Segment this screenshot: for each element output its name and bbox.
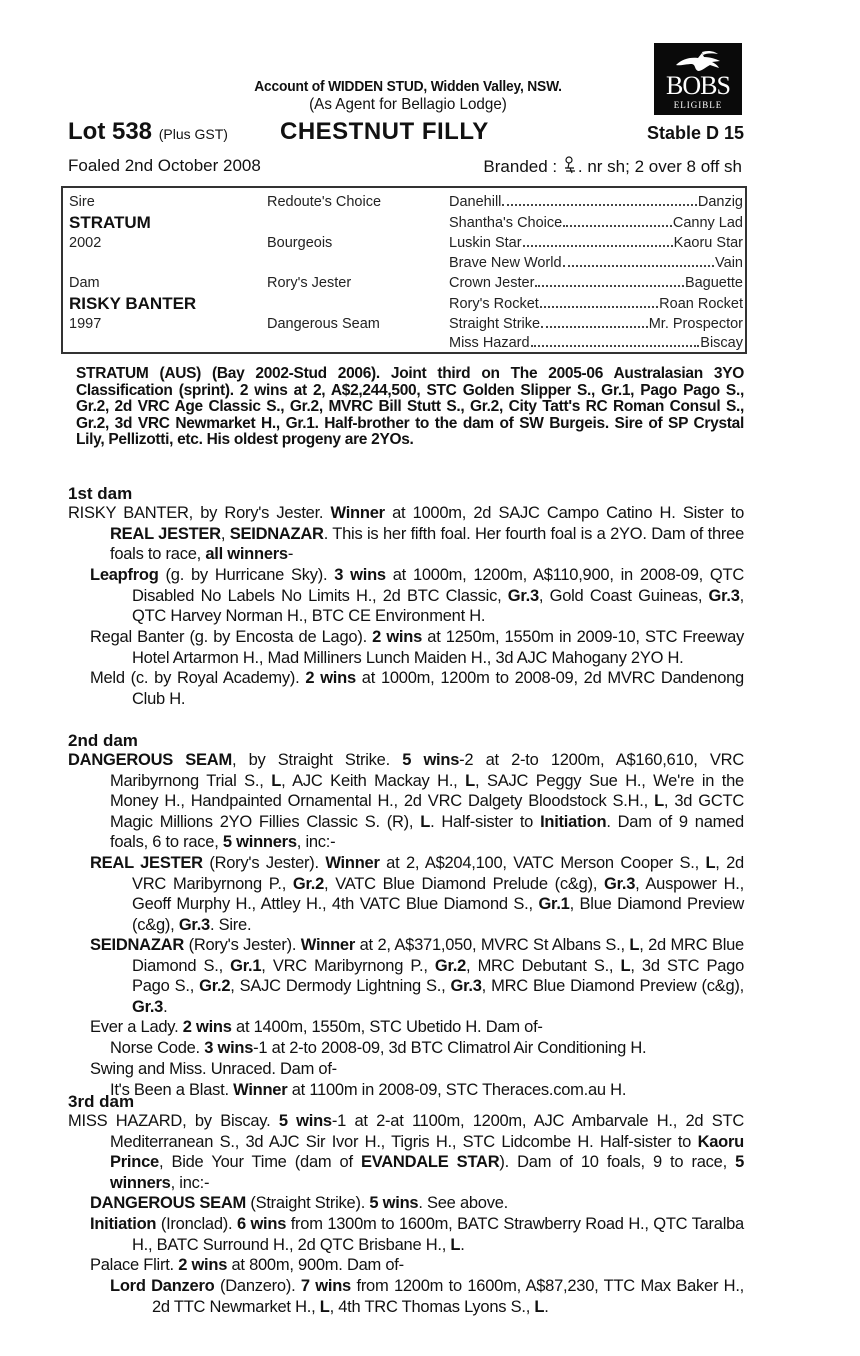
dam-label: Dam bbox=[69, 275, 100, 291]
section-heading-third-dam: 3rd dam bbox=[68, 1092, 135, 1111]
sire-name: STRATUM bbox=[69, 213, 151, 232]
horse-head-icon bbox=[672, 49, 724, 73]
progeny-entry: It's Been a Blast. Winner at 1100m in 2008-09, STC Theraces.com.au H. bbox=[110, 1081, 627, 1099]
progeny-entry: Palace Flirt. 2 wins at 800m, 900m. Dam of- bbox=[90, 1256, 404, 1274]
progeny-entry: SEIDNAZAR (Rory's Jester). Winner at 2, A$371,050, MVRC St Albans S., L, 2d MRC Blue Diamond S., Gr.1, VRC Maribyrnong P., Gr.2, MRC Debutant S., L, 3d STC Pago Pago S., Gr.2, SAJC Dermody Lightning S., Gr.3, MRC Blue Diamond Preview (c&g), Gr.3. bbox=[90, 936, 745, 1016]
progeny-entry: Swing and Miss. Unraced. Dam of- bbox=[90, 1060, 337, 1078]
dam-name: RISKY BANTER bbox=[69, 294, 197, 313]
third-gen-row: Rory's Rocket Roan Rocket bbox=[449, 296, 743, 312]
agent-note: (As Agent for Bellagio Lodge) bbox=[309, 96, 507, 113]
sire-summary: STRATUM (AUS) (Bay 2002-Stud 2006). Joint third on The 2005-06 Australasian 3YO Classification (sprint). 2 wins at 2, A$2,244,500, STC Golden Slipper S., Gr.1, Pago Pago S., Gr.2, 2d VRC Age Classic S., Gr.2, MVRC Bill Stutt S., Gr.2, City Tatt's RC Roman Consul S., Gr.2, 3d VRC Newmarket H., Gr.1. Half-brother to the dam of SW Burgeis. Sire of SP Crystal Lily, Pellizotti, etc. His oldest progeny are 2YOs. bbox=[76, 365, 744, 448]
bobs-eligible-logo bbox=[654, 43, 742, 115]
pedigree-table bbox=[61, 186, 747, 354]
progeny-entry: Initiation (Ironclad). 6 wins from 1300m to 1600m, BATC Strawberry Road H., QTC Taralba H., BATC Surround H., 2d QTC Brisbane H., L. bbox=[90, 1215, 744, 1254]
third-gen-row: Crown Jester Baguette bbox=[449, 275, 743, 291]
vendor-account: Account of WIDDEN STUD, Widden Valley, NSW. bbox=[254, 78, 562, 95]
progeny-entry: Regal Banter (g. by Encosta de Lago). 2 wins at 1250m, 1550m in 2009-10, STC Freeway Hotel Artarmon H., Mad Milliners Lunch Maiden H., 3d AJC Mahogany 2YO H. bbox=[90, 628, 744, 667]
progeny-entry: Norse Code. 3 wins-1 at 2-to 2008-09, 3d BTC Climatrol Air Conditioning H. bbox=[110, 1039, 647, 1057]
brand-mark-icon bbox=[562, 156, 578, 174]
logo-eligible-text: ELIGIBLE bbox=[673, 100, 723, 110]
third-gen-row: Miss Hazard Biscay bbox=[449, 335, 743, 351]
foaled-date: Foaled 2nd October 2008 bbox=[68, 156, 261, 175]
dam-sire: Rory's Jester bbox=[267, 275, 352, 291]
section-heading-second-dam: 2nd dam bbox=[68, 731, 138, 750]
progeny-entry: Lord Danzero (Danzero). 7 wins from 1200m to 1600m, A$87,230, TTC Max Baker H., 2d TTC Newmarket H., L, 4th TRC Thomas Lyons S., L. bbox=[110, 1277, 745, 1316]
gst-note: (Plus GST) bbox=[158, 126, 228, 142]
third-gen-row: Luskin Star Kaoru Star bbox=[449, 235, 743, 251]
progeny-entry: MISS HAZARD, by Biscay. 5 wins-1 at 2-at 1100m, 1200m, AJC Ambarvale H., 2d STC Mediterranean S., 3d AJC Sir Ivor H., Tigris H., STC Lidcombe H. Half-sister to Kaoru Prince, Bide Your Time (dam of EVANDALE STAR). Dam of 10 foals, 9 to race, 5 winners, inc:- bbox=[68, 1112, 745, 1192]
progeny-entry: Meld (c. by Royal Academy). 2 wins at 1000m, 1200m to 2008-09, 2d MVRC Dandenong Club H. bbox=[90, 669, 744, 708]
horse-title: CHESTNUT FILLY bbox=[280, 118, 489, 145]
third-gen-row: Brave New World Vain bbox=[449, 255, 743, 271]
sire-year: 2002 bbox=[69, 235, 102, 251]
lot-header bbox=[68, 118, 744, 150]
logo-bobs-text: BOBS bbox=[666, 71, 730, 100]
brand-info: Branded : . nr sh; 2 over 8 off sh bbox=[483, 157, 742, 176]
sire-sire: Redoute's Choice bbox=[267, 194, 382, 210]
progeny-entry: Ever a Lady. 2 wins at 1400m, 1550m, STC Ubetido H. Dam of- bbox=[90, 1018, 543, 1036]
sire-label: Sire bbox=[69, 194, 95, 210]
progeny-entry: REAL JESTER (Rory's Jester). Winner at 2, A$204,100, VATC Merson Cooper S., L, 2d VRC Maribyrnong P., Gr.2, VATC Blue Diamond Prelude (c&g), Gr.3, Auspower H., Geoff Murphy H., Attley H., 4th VATC Blue Diamond S., Gr.1, Blue Diamond Preview (c&g), Gr.3. Sire. bbox=[90, 854, 744, 934]
sire-dam: Bourgeois bbox=[267, 235, 333, 251]
dam-dam: Dangerous Seam bbox=[267, 316, 380, 332]
progeny-entry: Leapfrog (g. by Hurricane Sky). 3 wins at 1000m, 1200m, A$110,900, in 2008-09, QTC Disabled No Labels No Limits H., 2d BTC Classic, Gr.3, Gold Coast Guineas, Gr.3, QTC Harvey Norman H., BTC CE Environment H. bbox=[90, 566, 744, 625]
third-gen-row: Shantha's Choice Canny Lad bbox=[449, 215, 743, 231]
stable-number: Stable D 15 bbox=[646, 123, 744, 143]
progeny-entry: DANGEROUS SEAM, by Straight Strike. 5 wins-2 at 2-to 1200m, A$160,610, VRC Maribyrnong Trial S., L, AJC Keith Mackay H., L, SAJC Peggy Sue H., We're in the Money H., Handpainted Ornamental H., 2d VRC Dalgety Bloodstock S.H., L, 3d GCTC Magic Millions 2YO Fillies Classic S. (R), L. Half-sister to Initiation. Dam of 9 named foals, 6 to race, 5 winners, inc:- bbox=[68, 751, 745, 851]
third-gen-row: Danehill Danzig bbox=[449, 194, 743, 210]
dam-year: 1997 bbox=[69, 316, 102, 332]
progeny-entry: DANGEROUS SEAM (Straight Strike). 5 wins. See above. bbox=[90, 1194, 508, 1212]
progeny-entry: RISKY BANTER, by Rory's Jester. Winner at 1000m, 2d SAJC Campo Catino H. Sister to REAL JESTER, SEIDNAZAR. This is her fifth foal. Her fourth foal is a 2YO. Dam of three foals to race, all winners- bbox=[68, 504, 745, 563]
lot-number: Lot 538 (Plus GST) bbox=[68, 118, 228, 145]
third-gen-row: Straight Strike Mr. Prospector bbox=[449, 316, 743, 332]
section-heading-first-dam: 1st dam bbox=[68, 484, 133, 503]
